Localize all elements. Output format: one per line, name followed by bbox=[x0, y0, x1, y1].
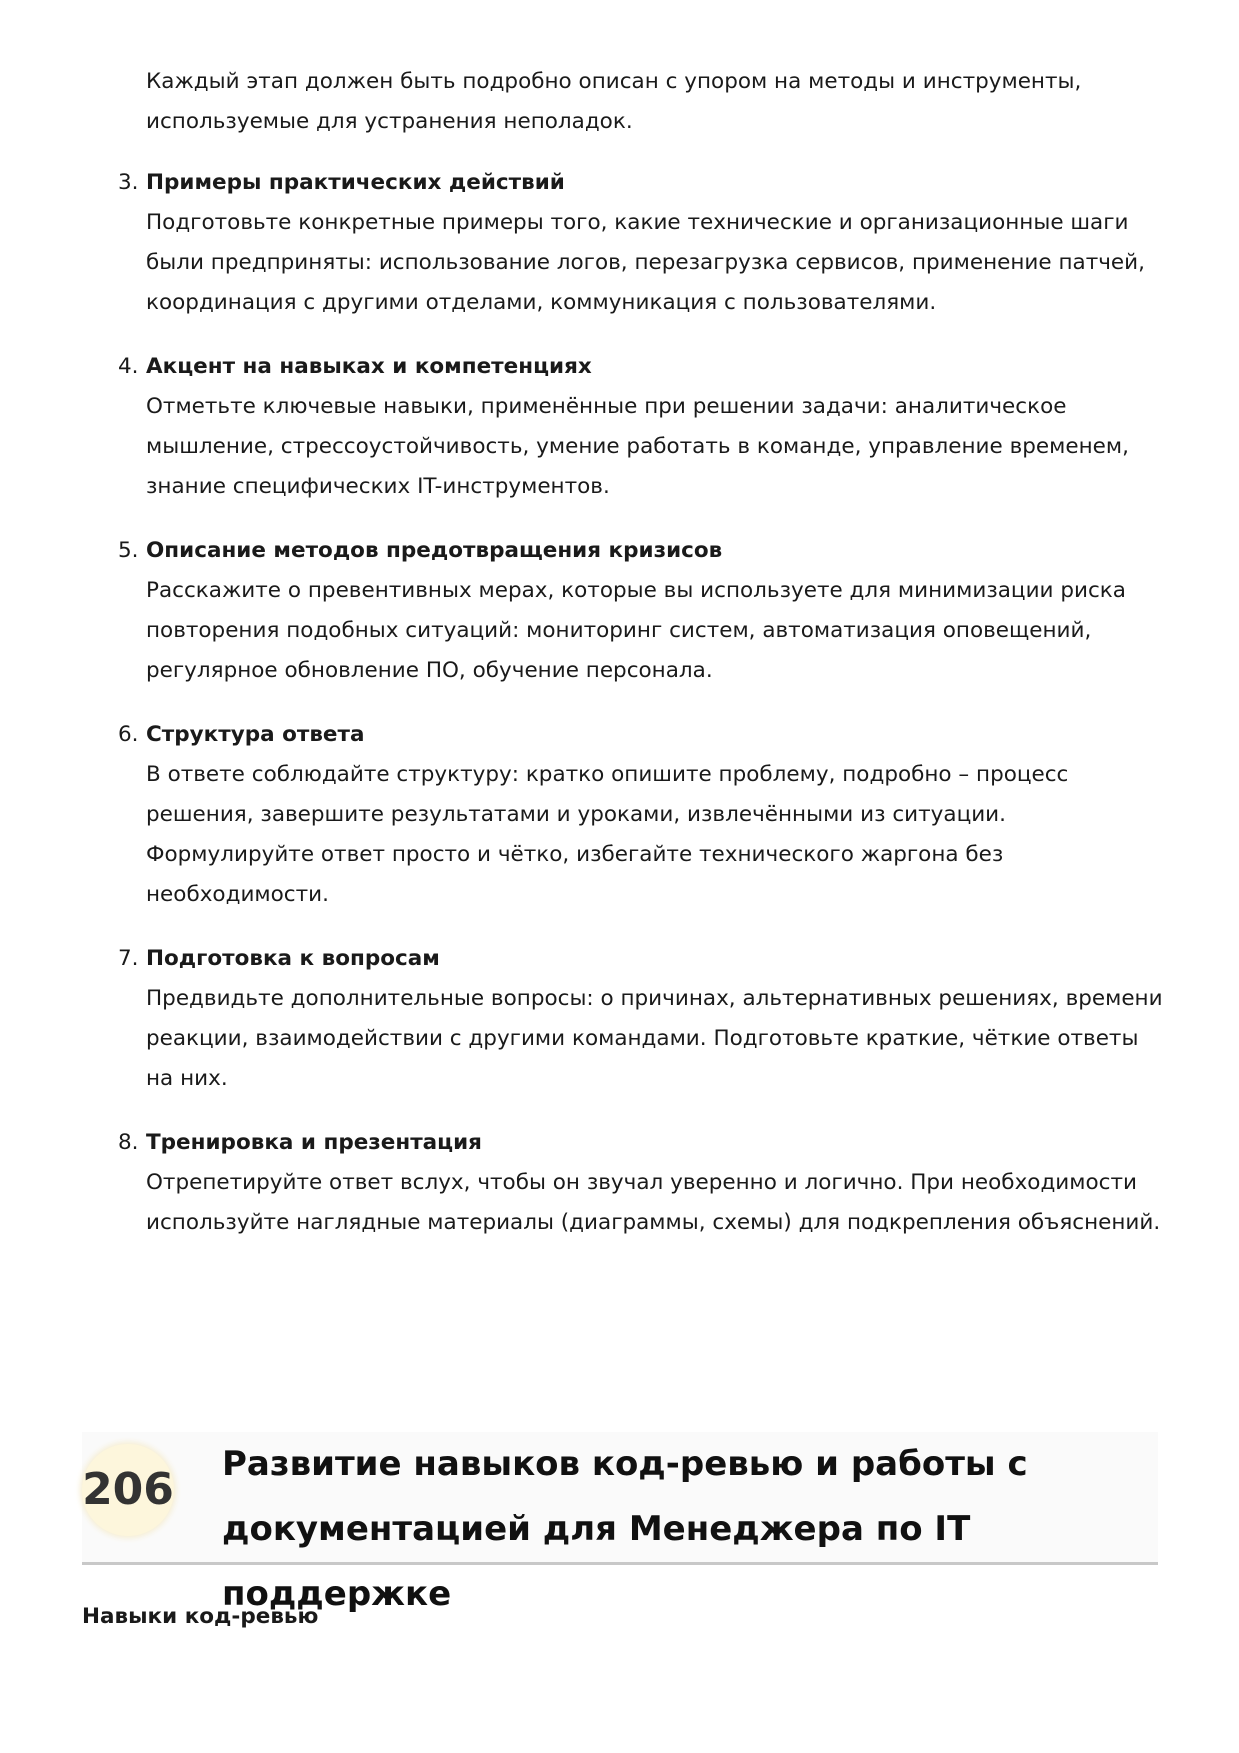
chapter-header bbox=[82, 1432, 1158, 1614]
list-item bbox=[0, 163, 1166, 323]
chapter-number: 206 bbox=[82, 1464, 174, 1515]
list-item bbox=[0, 1123, 1166, 1243]
step-number: 6. bbox=[118, 722, 139, 747]
intro-paragraph: Каждый этап должен быть подробно описан с упором на методы и инструменты, используемые для устранения неполадок. bbox=[146, 69, 1082, 134]
step-text: Отрепетируйте ответ вслух, чтобы он звучал уверенно и логично. При необходимости используйте наглядные материалы (диаграммы, схемы) для подкрепления объяснений. bbox=[146, 1170, 1161, 1235]
step-title: Подготовка к вопросам bbox=[146, 946, 440, 971]
list-item bbox=[0, 939, 1166, 1099]
section-subheading: Навыки код-ревью bbox=[82, 1604, 319, 1629]
step-title: Структура ответа bbox=[146, 722, 365, 747]
step-title: Примеры практических действий bbox=[146, 170, 565, 195]
step-text: Отметьте ключевые навыки, применённые при решении задачи: аналитическое мышление, стрессоустойчивость, умение работать в команде, управление временем, знание специфических IT-инструментов. bbox=[146, 394, 1129, 499]
step-number: 8. bbox=[118, 1130, 139, 1155]
step-title: Тренировка и презентация bbox=[146, 1130, 482, 1155]
step-number: 3. bbox=[118, 170, 139, 195]
list-item bbox=[0, 715, 1166, 915]
chapter-title: Развитие навыков код-ревью и работы с документацией для Менеджера по IT поддержке bbox=[222, 1444, 1028, 1614]
steps-list bbox=[0, 163, 1239, 1267]
step-number: 5. bbox=[118, 538, 139, 563]
step-title: Описание методов предотвращения кризисов bbox=[146, 538, 723, 563]
list-item bbox=[0, 531, 1166, 691]
step-number: 4. bbox=[118, 354, 139, 379]
list-item bbox=[0, 347, 1166, 507]
step-title: Акцент на навыках и компетенциях bbox=[146, 354, 592, 379]
step-number: 7. bbox=[118, 946, 139, 971]
step-text: Расскажите о превентивных мерах, которые вы используете для минимизации риска повторения подобных ситуаций: мониторинг систем, автоматизация оповещений, регулярное обновление ПО, обучение персонала. bbox=[146, 578, 1126, 683]
step-text: Предвидьте дополнительные вопросы: о причинах, альтернативных решениях, времени реакции, взаимодействии с другими командами. Подготовьте краткие, чёткие ответы на них. bbox=[146, 986, 1163, 1091]
step-text: В ответе соблюдайте структуру: кратко опишите проблему, подробно – процесс решения, завершите результатами и уроками, извлечёнными из ситуации. Формулируйте ответ просто и чётко, избегайте технического жаргона без необходимости. bbox=[146, 762, 1069, 907]
step-text: Подготовьте конкретные примеры того, какие технические и организационные шаги были предприняты: использование логов, перезагрузка сервисов, применение патчей, координация с другими отделами, коммуникация с пользователями. bbox=[146, 210, 1145, 315]
